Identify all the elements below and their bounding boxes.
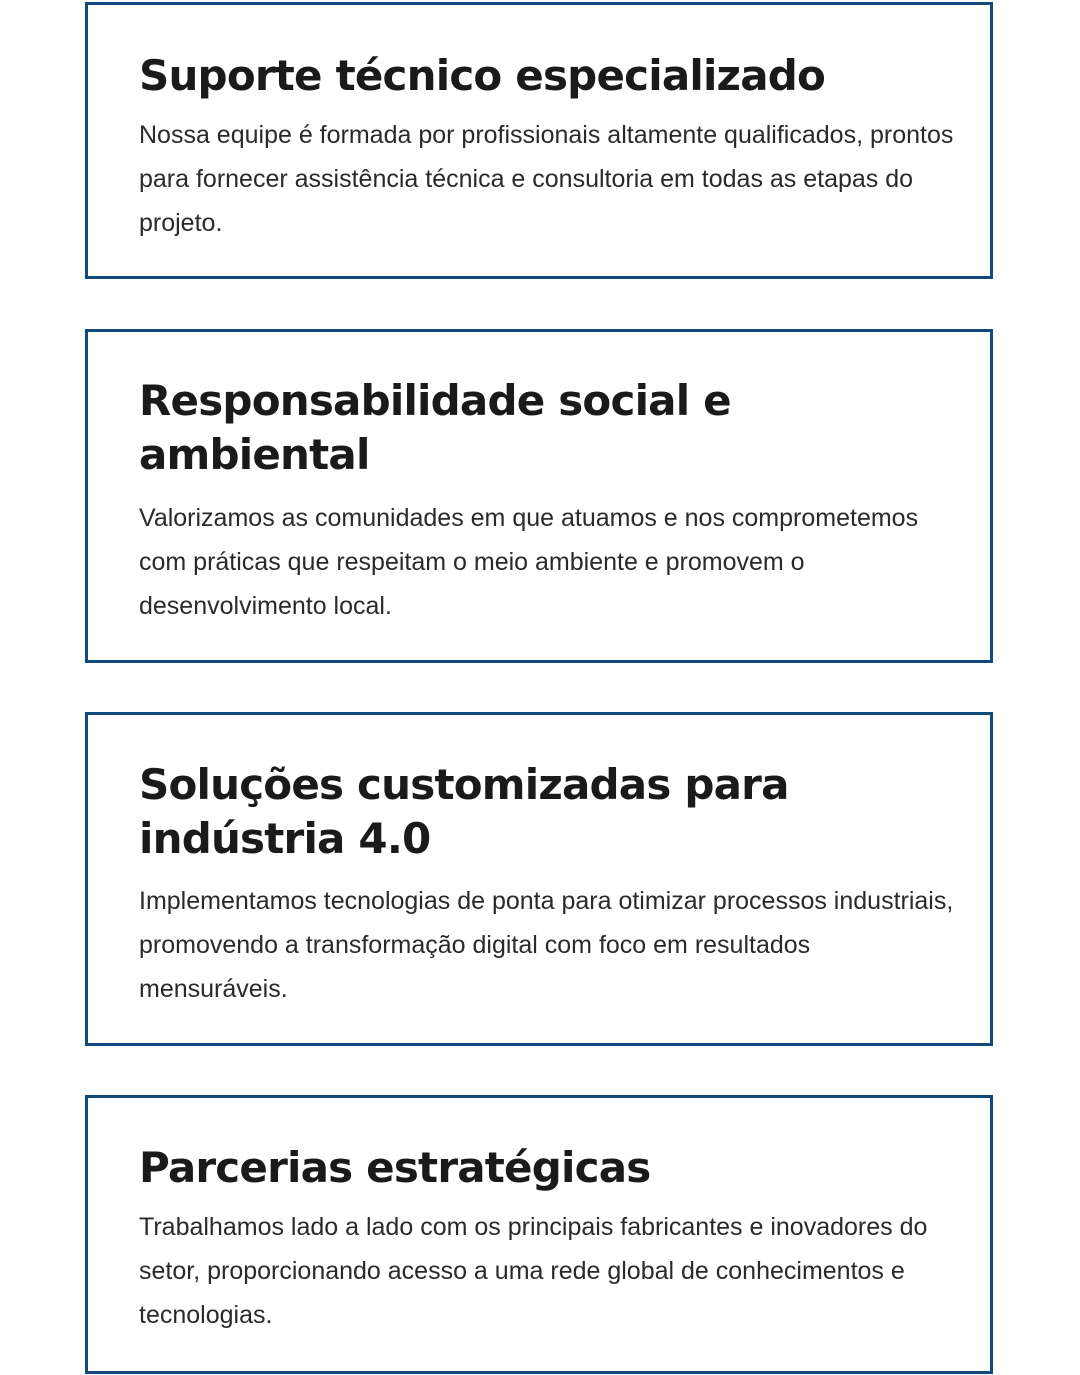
card-title: Suporte técnico especializado [139, 51, 826, 100]
card-description: Implementamos tecnologias de ponta para otimizar processos industriais, promovendo a transformação digital com foco em resultados mensuráveis. [139, 887, 954, 1003]
card-description: Trabalhamos lado a lado com os principais fabricantes e inovadores do setor, proporcionando acesso a uma rede global de conhecimentos e tecnologias. [139, 1213, 928, 1329]
card-description: Valorizamos as comunidades em que atuamos e nos comprometemos com práticas que respeitam o meio ambiente e promovem o desenvolvimento local. [139, 504, 919, 620]
card-title: Parcerias estratégicas [139, 1143, 651, 1192]
card-title: Soluções customizadas para indústria 4.0 [139, 760, 789, 863]
card-title: Responsabilidade social e ambiental [139, 376, 731, 479]
card-description: Nossa equipe é formada por profissionais altamente qualificados, prontos para fornecer assistência técnica e consultoria em todas as etapas do projeto. [139, 121, 954, 237]
feature-card-industry-solutions [85, 712, 993, 1046]
feature-card-social-responsibility [85, 329, 993, 663]
feature-card-strategic-partnerships [85, 1095, 993, 1374]
feature-card-technical-support [85, 2, 993, 279]
